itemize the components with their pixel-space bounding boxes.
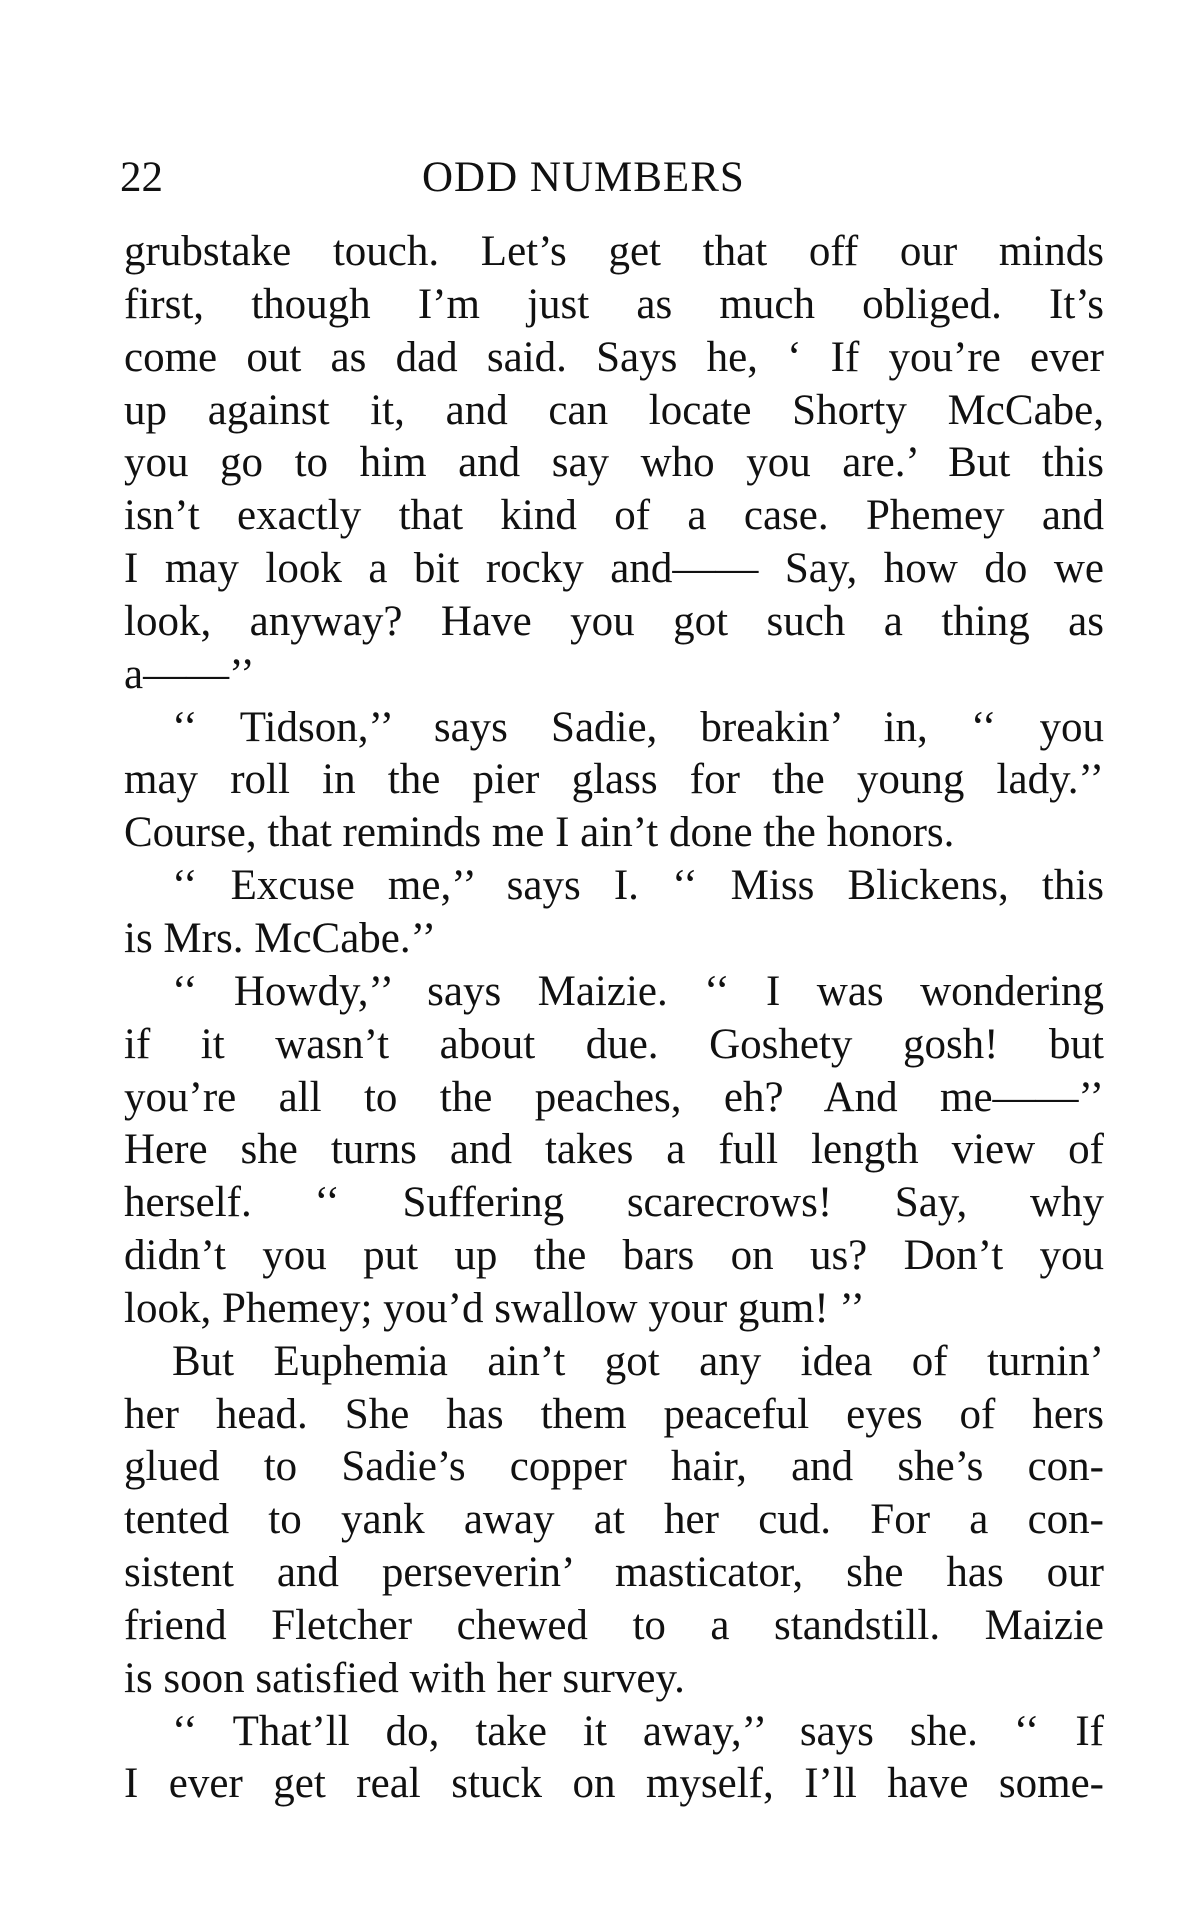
text-line: look, anyway? Have you got such a thing as: [124, 597, 1104, 645]
text-line: glued to Sadie’s copper hair, and she’s con-: [124, 1443, 1104, 1491]
text-line: is soon satisfied with her survey.: [124, 1654, 685, 1702]
text-line: first, though I’m just as much obliged. It’s: [124, 280, 1104, 328]
text-line: isn’t exactly that kind of a case. Phemey and: [124, 492, 1104, 540]
text-line: But Euphemia ain’t got any idea of turnin’: [172, 1337, 1104, 1385]
book-title: ODD NUMBERS: [422, 154, 745, 201]
text-line: her head. She has them peaceful eyes of hers: [124, 1390, 1104, 1438]
page-number: 22: [120, 154, 163, 201]
text-line: sistent and perseverin’ masticator, she has our: [124, 1549, 1104, 1597]
text-line: tented to yank away at her cud. For a con-: [124, 1496, 1104, 1544]
text-line: Course, that reminds me I ain’t done the honors.: [124, 809, 955, 857]
text-line: friend Fletcher chewed to a standstill. Maizie: [124, 1601, 1104, 1649]
text-line: didn’t you put up the bars on us? Don’t you: [124, 1232, 1104, 1280]
text-line: herself. ‘‘ Suffering scarecrows! Say, why: [124, 1179, 1104, 1227]
text-line: if it wasn’t about due. Goshety gosh! but: [124, 1020, 1104, 1068]
text-line: ‘‘ Tidson,’’ says Sadie, breakin’ in, ‘‘ you: [172, 703, 1104, 751]
text-line: is Mrs. McCabe.’’: [124, 914, 437, 962]
text-line: ‘‘ Howdy,’’ says Maizie. ‘‘ I was wondering: [172, 967, 1104, 1015]
text-line: grubstake touch. Let’s get that off our minds: [124, 228, 1104, 275]
text-line: you go to him and say who you are.’ But this: [124, 439, 1104, 487]
text-line: I may look a bit rocky and—— Say, how do we: [124, 545, 1104, 593]
text-line: Here she turns and takes a full length view of: [124, 1126, 1104, 1174]
text-line: a——’’: [124, 650, 255, 698]
text-line: may roll in the pier glass for the young lady.’’: [124, 756, 1104, 804]
text-line: ‘‘ That’ll do, take it away,’’ says she. ‘‘ If: [172, 1707, 1104, 1755]
running-head: [120, 148, 1108, 208]
text-line: you’re all to the peaches, eh? And me——’’: [124, 1073, 1104, 1121]
text-line: look, Phemey; you’d swallow your gum! ’’: [124, 1284, 865, 1332]
text-line: I ever get real stuck on myself, I’ll have some-: [124, 1760, 1104, 1808]
body-text: [124, 226, 1104, 1811]
text-line: ‘‘ Excuse me,’’ says I. ‘‘ Miss Blickens, this: [172, 862, 1104, 910]
text-line: come out as dad said. Says he, ‘ If you’re ever: [124, 333, 1104, 381]
text-line: up against it, and can locate Shorty McCabe,: [124, 386, 1104, 434]
